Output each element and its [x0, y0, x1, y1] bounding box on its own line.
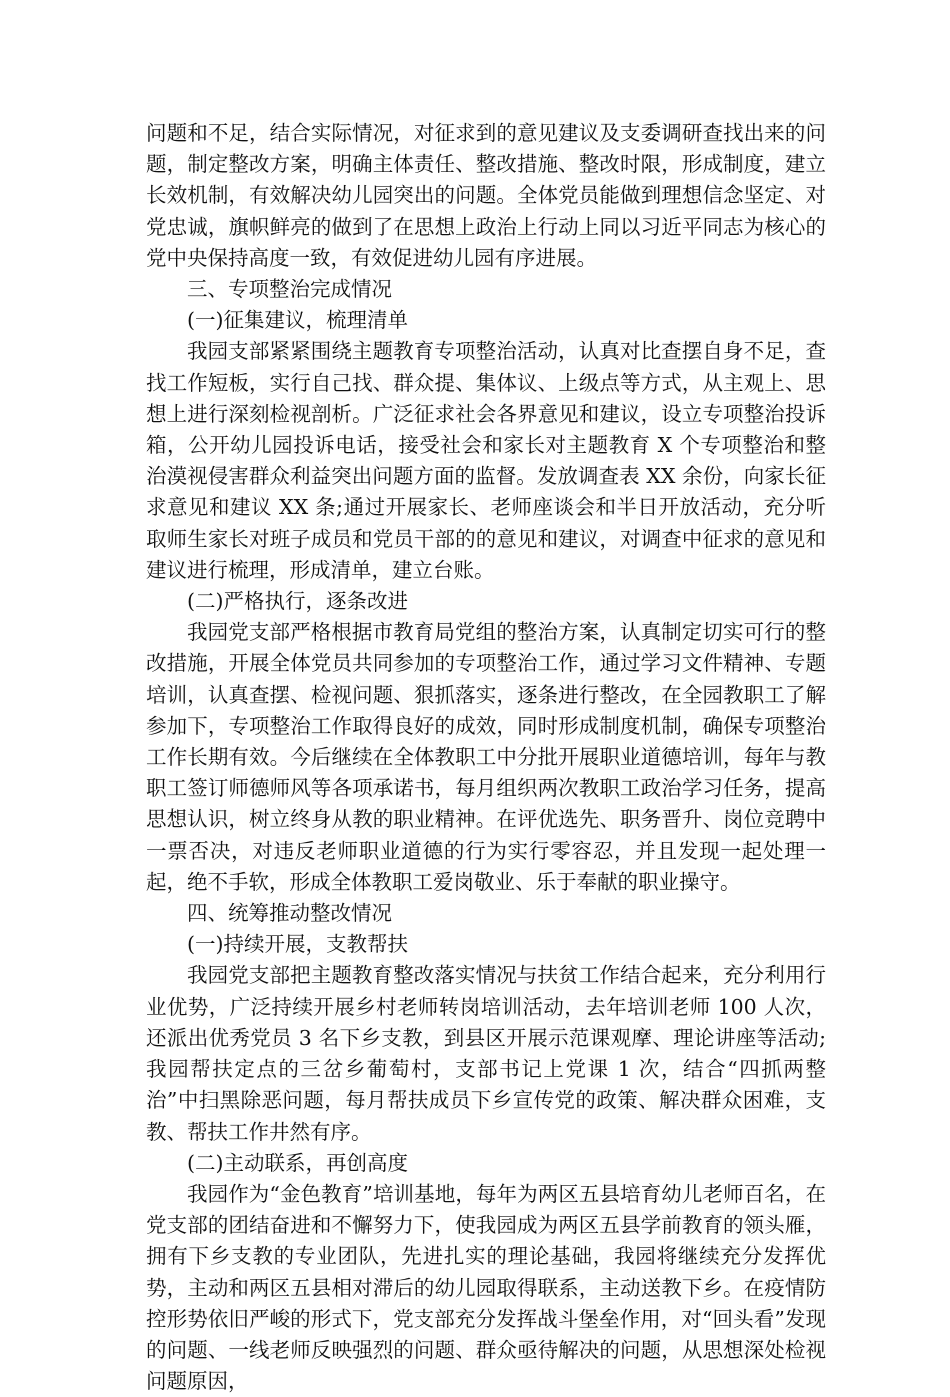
section-heading-4: 四、统筹推动整改情况: [187, 901, 392, 926]
section-heading-3: 三、专项整治完成情况: [187, 277, 392, 302]
paragraph-3-2: 我园党支部严格根据市教育局党组的整治方案，认真制定切实可行的整改措施，开展全体党员共同参加的专项整治工作，通过学习文件精神、专题培训，认真查摆、检视问题、狠抓落实，逐条进行整改，在全园教职工了解参加下，专项整治工作取得良好的成效，同时形成制度机制，确保专项整治工作长期有效。今后继续在全体教职工中分批开展职业道德培训，每年与教职工签订师德师风等各项承诺书，每月组织两次教职工政治学习任务，提高思想认识，树立终身从教的职业精神。在评优选先、职务晋升、岗位竞聘中一票否决，对违反老师职业道德的行为实行零容忍，并且发现一起处理一起，绝不手软，形成全体教职工爱岗敬业、乐于奉献的职业操守。: [146, 620, 826, 894]
subsection-heading-3-2: (二)严格执行，逐条改进: [187, 589, 408, 614]
document-page: [146, 118, 826, 1397]
paragraph-3-1: 我园支部紧紧围绕主题教育专项整治活动，认真对比查摆自身不足，查找工作短板，实行自己找、群众提、集体议、上级点等方式，从主观上、思想上进行深刻检视剖析。广泛征求社会各界意见和建议，设立专项整治投诉箱，公开幼儿园投诉电话，接受社会和家长对主题教育 X 个专项整治和整治漠视侵害群众利益突出问题方面的监督。发放调查表 XX 余份，向家长征求意见和建议 XX 条;通过开展家长、老师座谈会和半日开放活动，充分听取师生家长对班子成员和党员干部的的意见和建议，对调查中征求的意见和建议进行梳理，形成清单，建立台账。: [146, 339, 826, 582]
paragraph-continuation: 问题和不足，结合实际情况，对征求到的意见建议及支委调研查找出来的问题，制定整改方案，明确主体责任、整改措施、整改时限，形成制度，建立长效机制，有效解决幼儿园突出的问题。全体党员能做到理想信念坚定、对党忠诚，旗帜鲜亮的做到了在思想上政治上行动上同以习近平同志为核心的党中央保持高度一致，有效促进幼儿园有序进展。: [146, 121, 826, 270]
subsection-heading-4-2: (二)主动联系，再创高度: [187, 1150, 408, 1175]
subsection-heading-3-1: (一)征集建议，梳理清单: [187, 308, 408, 333]
paragraph-4-2: 我园作为“金色教育”培训基地，每年为两区五县培育幼儿老师百名，在党支部的团结奋进和不懈努力下，使我园成为两区五县学前教育的领头雁，拥有下乡支教的专业团队，先进扎实的理论基础，我园将继续充分发挥优势，主动和两区五县相对滞后的幼儿园取得联系，主动送教下乡。在疫情防控形势依旧严峻的形式下，党支部充分发挥战斗堡垒作用，对“回头看”发现的问题、一线老师反映强烈的问题、群众亟待解决的问题，从思想深处检视问题原因，: [146, 1181, 826, 1394]
subsection-heading-4-1: (一)持续开展，支教帮扶: [187, 932, 408, 957]
paragraph-4-1: 我园党支部把主题教育整改落实情况与扶贫工作结合起来，充分利用行业优势，广泛持续开展乡村老师转岗培训活动，去年培训老师 100 人次，还派出优秀党员 3 名下乡支教，到县区开展示范课观摩、理论讲座等活动;我园帮扶定点的三岔乡葡萄村，支部书记上党课 1 次，结合“四抓两整治”中扫黑除恶问题，每月帮扶成员下乡宣传党的政策、解决群众困难，支教、帮扶工作井然有序。: [146, 963, 826, 1144]
